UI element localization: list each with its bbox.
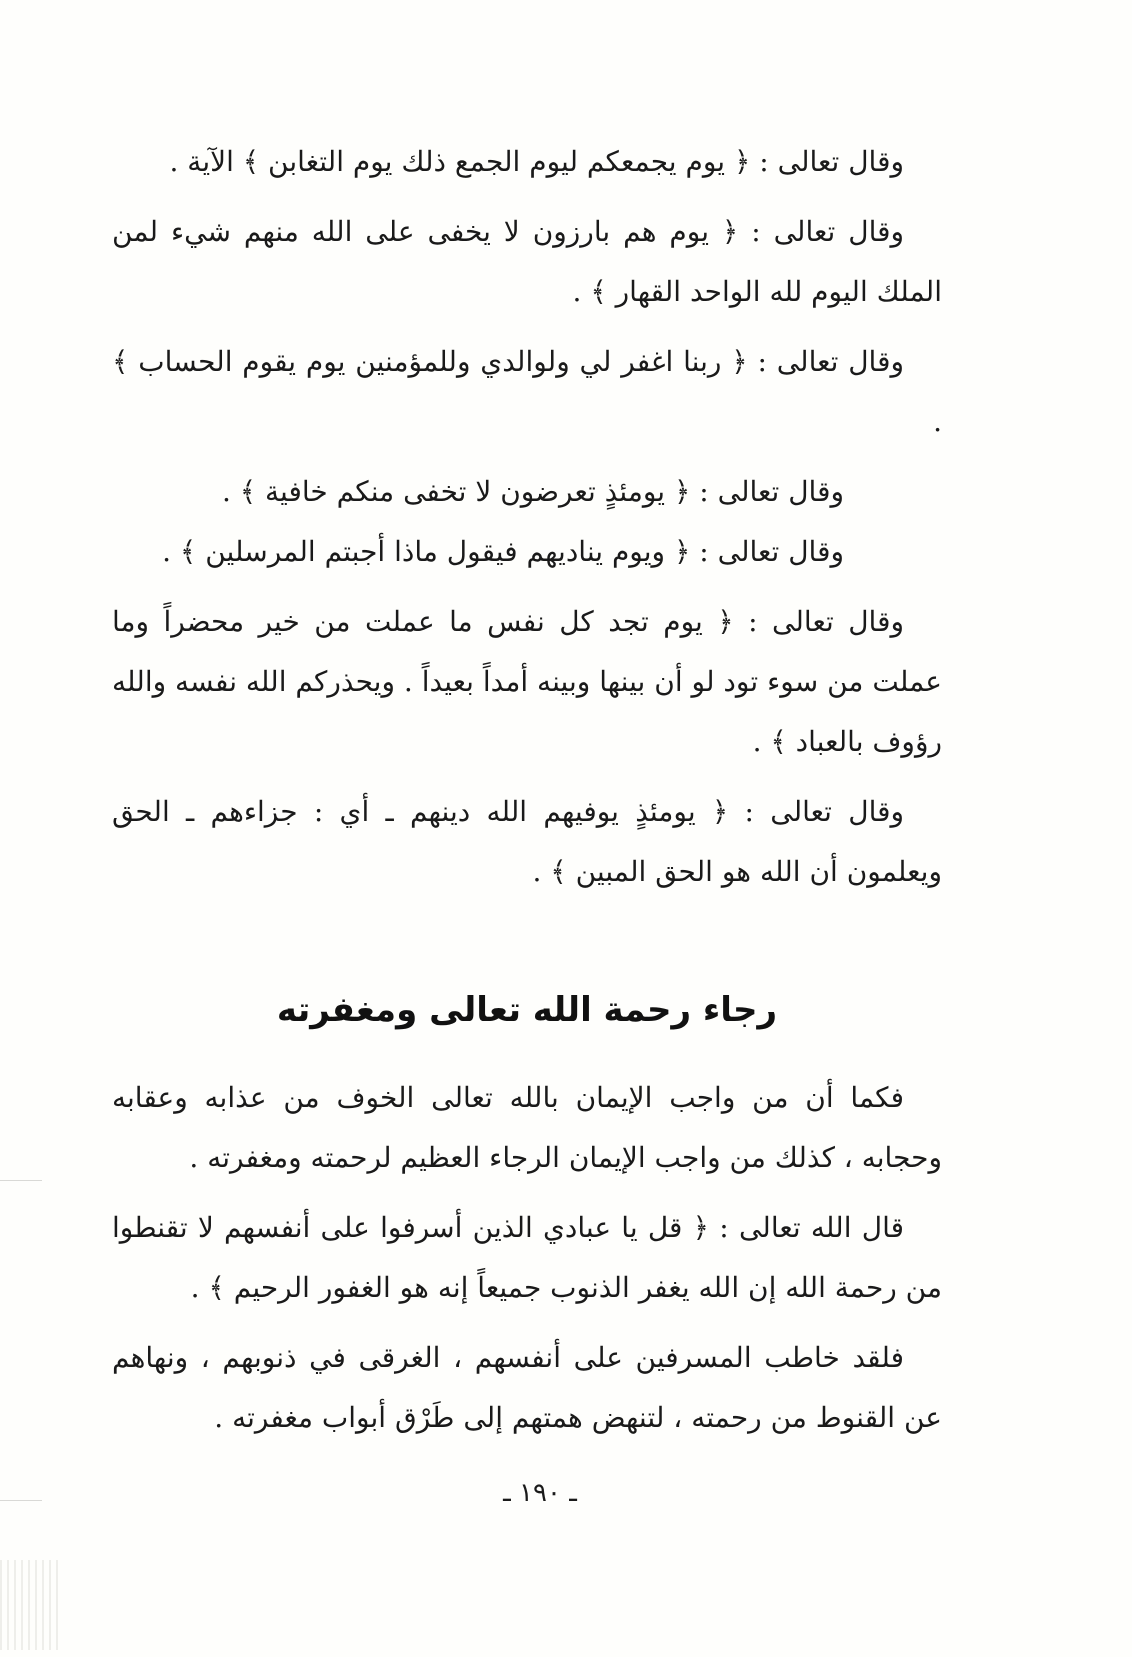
paragraph: وقال تعالى : ﴿ ويوم يناديهم فيقول ماذا أجبتم المرسلين ﴾ . [162,535,844,568]
scan-artifact-dots [0,1560,60,1650]
bottom-text-block [112,1068,942,1448]
top-text-block [112,132,942,902]
paragraph: وقال تعالى : ﴿ يومئذٍ يوفيهم الله دينهم ـ أي : جزاءهم ـ الحق ويعلمون أن الله هو الحق المبين ﴾ . [112,795,942,888]
page-number: ـ ١٩٠ ـ [503,1478,577,1508]
paragraph: قال الله تعالى : ﴿ قل يا عبادي الذين أسرفوا على أنفسهم لا تقنطوا من رحمة الله إن الله يغفر الذنوب جميعاً إنه هو الغفور الرحيم ﴾ . [112,1211,942,1304]
paragraph: وقال تعالى : ﴿ يوم هم بارزون لا يخفى على الله منهم شيء لمن الملك اليوم لله الواحد القهار ﴾ . [112,215,942,308]
paragraph: وقال تعالى : ﴿ يوم يجمعكم ليوم الجمع ذلك يوم التغابن ﴾ الآية . [169,145,904,178]
paragraph: وقال تعالى : ﴿ يومئذٍ تعرضون لا تخفى منكم خافية ﴾ . [221,475,844,508]
scan-artifact-line [0,1180,42,1181]
section-heading: رجاء رحمة الله تعالى ومغفرته [276,990,778,1030]
paragraph: وقال تعالى : ﴿ يوم تجد كل نفس ما عملت من خير محضراً وما عملت من سوء تود لو أن بينها وبينه أمداً بعيداً . ويحذركم الله نفسه والله رؤوف بالعباد ﴾ . [112,605,942,758]
paragraph: فلقد خاطب المسرفين على أنفسهم ، الغرقى في ذنوبهم ، ونهاهم عن القنوط من رحمته ، لتنهض همتهم إلى طَرْق أبواب مغفرته . [112,1341,942,1434]
scan-artifact-line [0,1500,42,1501]
paragraph: وقال تعالى : ﴿ ربنا اغفر لي ولوالدي وللمؤمنين يوم يقوم الحساب ﴾ . [112,345,942,438]
paragraph: فكما أن من واجب الإيمان بالله تعالى الخوف من عذابه وعقابه وحجابه ، كذلك من واجب الإيمان الرجاء العظيم لرحمته ومغفرته . [112,1081,942,1174]
